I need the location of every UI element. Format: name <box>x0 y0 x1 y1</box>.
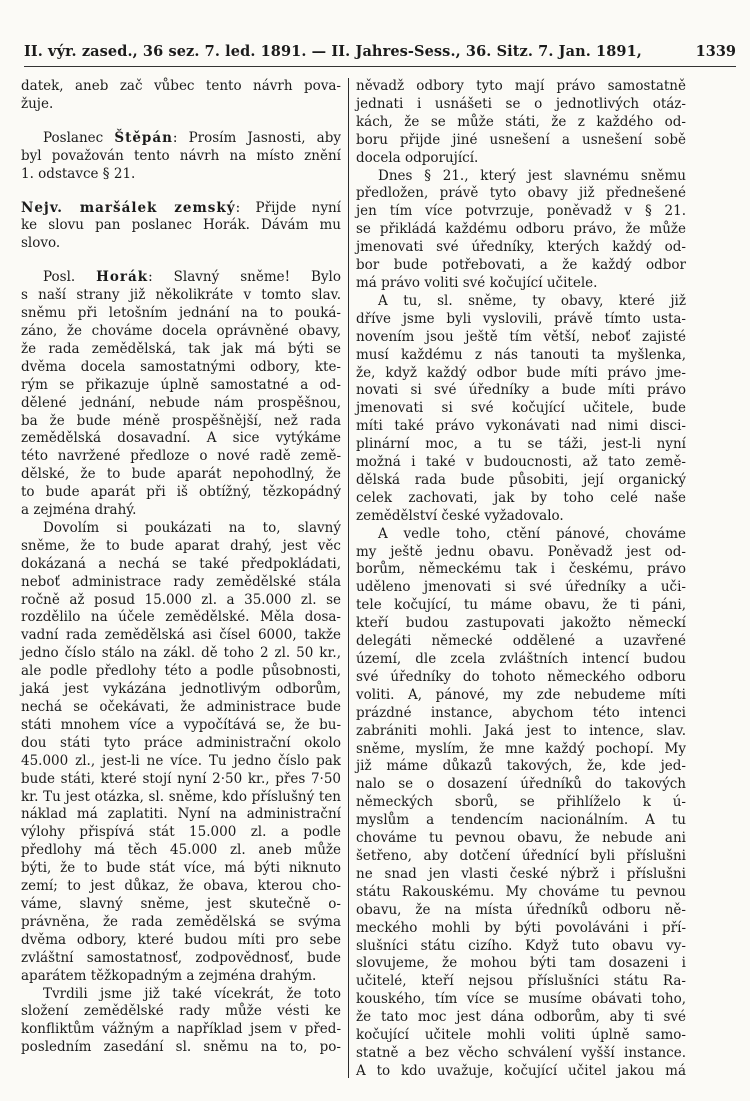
line-text: plinární moc, a tu se táži, jest-li nyní <box>356 436 686 453</box>
line-text: sněme, že to bude aparat drahý, jest věc <box>21 537 341 554</box>
line-text: kr. Tu jest otázka, sl. sněme, kdo příslušný ten <box>21 788 341 805</box>
line-text: náklad má zaplatiti. Nyní na administrační <box>21 806 341 823</box>
line-text: vadní rada zemědělská asi čísel 6000, takže <box>21 627 341 644</box>
text-line <box>356 812 686 830</box>
speaker-name: Horák <box>96 269 149 286</box>
text-line <box>21 538 341 556</box>
line-text: jmenovati si své kočující učitele, bude <box>356 400 686 417</box>
speaker-name: Štěpán <box>114 129 173 146</box>
line-text: má právo voliti své kočující učitele. <box>356 274 598 291</box>
text-line <box>356 96 686 114</box>
text-line <box>356 185 686 203</box>
line-text: uděleno jmenovati si své úředníky a uči- <box>356 579 686 596</box>
text-line <box>21 824 341 842</box>
line-text: Dnes § 21., který jest slavnému sněmu <box>378 167 686 184</box>
line-text: konfliktům vážným a například jsem v před- <box>21 1021 341 1038</box>
line-text: celek zachovati, jak by toho celé naše <box>356 489 686 506</box>
line-text: míti také právo vykonávati nad nimi disci- <box>356 418 686 435</box>
line-text: možná i také v budoucnosti, až tato země- <box>356 454 686 471</box>
line-text: nalo se o dosazení úředníků do takových <box>356 776 686 793</box>
text-line <box>21 681 341 699</box>
line-text: předlohy má těch 45.000 zl. aneb může <box>21 842 341 859</box>
line-text: delegáti německé oddělené a uzavřené <box>356 633 686 650</box>
text-line <box>21 430 341 448</box>
line-text: rým se přikazuje úplně samostatné a od- <box>21 376 341 393</box>
text-line <box>21 627 341 645</box>
text-line <box>356 454 686 472</box>
text-line <box>21 96 341 114</box>
line-text: dělené jednání, nebude nám prospěšnou, <box>21 394 341 411</box>
line-text: slovo. <box>21 235 61 252</box>
column-divider <box>348 78 349 1078</box>
line-text: boru přijde jiné usnešení a usnešení sobě <box>356 131 686 148</box>
line-text: sněmu při letošním jednání na to pouká- <box>21 305 341 322</box>
paragraph-gap <box>21 114 341 130</box>
text-line <box>356 687 686 705</box>
text-line <box>21 1039 341 1057</box>
line-text: zemí; to jest důkaz, že obava, kterou cho- <box>21 878 341 895</box>
text-line <box>356 723 686 741</box>
text-line <box>21 699 341 717</box>
line-text: něvadž odbory tyto mají právo samostatně <box>356 78 686 94</box>
line-text: že rada zemědělská, tak jak má býti se <box>21 340 341 357</box>
text-line <box>356 669 686 687</box>
text-line <box>356 150 686 168</box>
line-text: šetřeno, aby dotčení úřednící byli příslušni <box>356 847 686 864</box>
text-line <box>21 148 341 166</box>
text-line <box>356 239 686 257</box>
text-line <box>356 203 686 221</box>
text-line <box>21 932 341 950</box>
text-line <box>356 830 686 848</box>
text-line <box>21 735 341 753</box>
line-text: státu Rakouskému. My chováme tu pevnou <box>356 883 686 900</box>
line-text: složení zemědělské rady může vésti ke <box>21 1003 341 1020</box>
line-text: meckého mohli by býti povoláváni i pří- <box>356 919 686 936</box>
text-line <box>21 217 341 235</box>
text-line <box>356 955 686 973</box>
line-text: to bude aparát při iš obtížný, tězkopádný <box>21 484 341 501</box>
text-line <box>356 311 686 329</box>
line-text: jen tím více potvrzuje, poněvadž v § 21. <box>356 203 686 220</box>
line-text: dokázaná a nechá se také předpokládati, <box>21 555 341 572</box>
line-text: kouského, tím více se musíme obávati toho, <box>356 991 686 1008</box>
line-text: jmenovati své úředníky, kterých každý od- <box>356 239 686 256</box>
text-line <box>356 705 686 723</box>
line-text: váme, slavný sněme, jest skutečně o- <box>21 895 341 912</box>
line-text: statně a bez věcho schválení vyšší instance. <box>356 1044 686 1061</box>
line-text: datek, aneb zač vůbec tento návrh pova- <box>21 78 341 94</box>
line-text: jaká jest vykázána jednotlivým odborům, <box>21 681 341 698</box>
text-line <box>356 257 686 275</box>
text-line <box>356 776 686 794</box>
line-text: : Přijde nyní <box>235 199 341 216</box>
text-line <box>356 741 686 759</box>
line-text: právněna, že rada zemědělská se svýma <box>21 913 341 930</box>
line-text: jedno číslo stálo na zákl. dě toho 2 zl. 50 kr., <box>21 645 341 662</box>
line-text: A vedle toho, ctění pánové, chováme <box>378 525 686 542</box>
text-line <box>21 269 341 287</box>
line-text: docela odporující. <box>356 149 479 166</box>
text-line <box>21 235 341 253</box>
line-text: obavu, že na místa úředníků odboru ně- <box>356 901 686 918</box>
line-text: novati si své úředníky a bude míti právo <box>356 382 686 399</box>
text-line <box>21 520 341 538</box>
line-text: jednati i usnášeti se o jednotlivých otáz- <box>356 95 686 112</box>
line-text: A tu, sl. sněme, ty obavy, které již <box>378 292 686 309</box>
line-text: aparátem těžkopadným a zejména drahým. <box>21 967 317 984</box>
text-line <box>356 78 686 96</box>
line-text: s naší strany již několikráte v tomto slav. <box>21 287 341 304</box>
text-line <box>356 758 686 776</box>
line-text: nechá se očekávati, že administrace bude <box>21 699 341 715</box>
text-line <box>21 950 341 968</box>
line-text: učitelé, kteří nejsou příslušníci státu Ra- <box>356 973 686 990</box>
text-line <box>21 395 341 413</box>
text-line <box>356 526 686 544</box>
line-text: předložen, právě tyto obavy již přednešené <box>356 185 686 202</box>
line-text: my ještě jednu obavu. Poněvadž jest od- <box>356 543 686 560</box>
text-line <box>21 130 341 148</box>
line-text: německých sborů, se přihlíželo k ú- <box>356 794 686 811</box>
text-line <box>21 484 341 502</box>
line-text: kočující učitele mohli voliti úplně samo- <box>356 1027 686 1044</box>
text-line <box>356 615 686 633</box>
line-text: své úředníky do tohoto německého odboru <box>356 668 686 685</box>
line-text: ročně až posud 15.000 zl. a 35.000 zl. se <box>21 591 341 608</box>
text-line <box>356 1045 686 1063</box>
text-line <box>356 365 686 383</box>
text-line <box>21 1021 341 1039</box>
text-line <box>356 920 686 938</box>
line-text: dělské, že to bude aparát nepohodlný, že <box>21 466 341 483</box>
text-line <box>21 359 341 377</box>
line-text: žuje. <box>21 95 54 112</box>
text-line <box>356 991 686 1009</box>
line-text: slušníci státu cizího. Když tuto obavu vy- <box>356 937 686 954</box>
text-line <box>356 132 686 150</box>
text-line <box>356 1027 686 1045</box>
text-line <box>21 592 341 610</box>
line-text: kách, že se může státi, že z každého od- <box>356 113 686 130</box>
text-line <box>21 609 341 627</box>
text-line <box>21 1003 341 1021</box>
line-text: býti, že to bude stát více, má býti niknuto <box>21 860 341 877</box>
line-text: bor bude potřebovati, a že každý odbor <box>356 257 686 274</box>
text-line <box>21 574 341 592</box>
line-text: slovujeme, že mohou býti tam dosazeni i <box>356 955 686 972</box>
text-line <box>356 938 686 956</box>
line-text: A to kdo uvažuje, kočující učitel jakou má <box>356 1062 686 1079</box>
text-line <box>356 168 686 186</box>
text-line <box>356 544 686 562</box>
line-text: území, dle zcela zvláštních intencí budou <box>356 651 686 667</box>
text-line <box>356 347 686 365</box>
text-line <box>356 275 686 293</box>
text-line <box>21 341 341 359</box>
text-line <box>356 418 686 436</box>
line-text: myslům a tendencím nacionálním. A tu <box>356 812 686 829</box>
text-line <box>356 508 686 526</box>
line-text: zvláštní samostatnosť, zodpovědnosť, bude <box>21 949 341 966</box>
line-text: a zejména drahý. <box>21 502 137 519</box>
line-text: ke slovu pan poslanec Horák. Dávám mu <box>21 217 341 234</box>
line-text: chováme tu pevnou obavu, že nebude ani <box>356 830 686 847</box>
text-line <box>21 896 341 914</box>
text-line <box>21 323 341 341</box>
line-text: musí každému z nás tanouti ta myšlenka, <box>356 346 686 363</box>
line-text: Tvrdili jsme již také vícekrát, že toto <box>43 985 341 1002</box>
line-text: zemědělská dosavadní. A sice vytýkáme <box>21 430 341 447</box>
text-line <box>21 466 341 484</box>
line-text: již máme důkazů takových, že, kde jed- <box>356 758 686 775</box>
speaker-name: Nejv. maršálek zemský <box>21 199 236 216</box>
running-head: II. výr. zased., 36 sez. 7. led. 1891. — II. Jahres-Sess., 36. Sitz. 7. Jan. 1891, <box>24 43 642 60</box>
text-line <box>356 561 686 579</box>
line-text: této navržené předloze o nové radě země- <box>21 448 341 465</box>
text-line <box>356 848 686 866</box>
text-line <box>21 448 341 466</box>
text-line <box>356 329 686 347</box>
line-text: sněme, myslím, že mne každý pochopí. My <box>356 740 686 757</box>
text-line <box>356 293 686 311</box>
text-line <box>21 287 341 305</box>
line-text: novením jsou ještě tím větší, neboť zajisté <box>356 328 686 345</box>
line-text: záno, že chováme docela oprávněné obavy, <box>21 322 341 339</box>
text-line <box>356 597 686 615</box>
text-line <box>356 1063 686 1081</box>
text-line <box>356 651 686 669</box>
line-text: ale podle předlohy této a podle působnosti, <box>21 663 341 680</box>
line-text: 45.000 zl., jest-li ne více. Tu jedno číslo pak <box>21 752 341 769</box>
line-text: státi mnohem více a vypočítává se, že bu- <box>21 716 341 733</box>
text-line <box>21 860 341 878</box>
text-line <box>356 436 686 454</box>
text-line <box>21 842 341 860</box>
text-line <box>21 663 341 681</box>
text-line <box>356 472 686 490</box>
line-text: voliti. A, pánové, my zde nebudeme míti <box>356 686 686 703</box>
text-line <box>21 753 341 771</box>
line-text: výlohy přispívá stát 15.000 zl. a podle <box>21 824 341 841</box>
line-text: 1. odstavce § 21. <box>21 165 136 182</box>
text-line <box>356 114 686 132</box>
text-line <box>21 968 341 986</box>
right-column <box>356 78 686 1081</box>
line-text: prázdné instance, abychom této intenci <box>356 704 686 721</box>
text-line <box>21 806 341 824</box>
line-text: posledním zasedání sl. sněmu na to, po- <box>21 1039 341 1056</box>
page-header <box>24 36 736 67</box>
text-line <box>356 902 686 920</box>
line-text: Dovolím si poukázati na to, slavný <box>43 519 341 536</box>
text-line <box>21 556 341 574</box>
text-line <box>356 400 686 418</box>
text-line <box>21 166 341 184</box>
line-text: zemědělství české vyžadovalo. <box>356 507 564 524</box>
text-line <box>356 221 686 239</box>
line-text: : Prosím Jasnosti, aby <box>172 129 342 146</box>
text-line <box>21 305 341 323</box>
text-line <box>21 878 341 896</box>
text-line <box>356 794 686 812</box>
text-line <box>356 1009 686 1027</box>
text-line <box>21 986 341 1004</box>
left-column <box>21 78 341 1057</box>
text-line <box>356 884 686 902</box>
line-text: dou státi tyto práce administrační okolo <box>21 734 341 751</box>
text-line <box>21 771 341 789</box>
text-line <box>356 973 686 991</box>
speaker-prefix: Posl. <box>43 269 97 286</box>
text-line <box>21 413 341 431</box>
line-text: se přikládá každému odboru právo, že může <box>356 221 686 238</box>
text-line <box>21 502 341 520</box>
line-text: neboť administrace rady zemědělské stála <box>21 573 341 590</box>
text-line <box>21 789 341 807</box>
text-line <box>21 717 341 735</box>
line-text: kteří budou zastupovati jakožto německí <box>356 615 686 632</box>
line-text: dělská rada bude působiti, její organický <box>356 471 686 488</box>
line-text: že tato moc jest dána odborům, aby ti své <box>356 1009 686 1026</box>
line-text: dvěma odbory, které budou míti pro sebe <box>21 931 341 948</box>
line-text: že, když každý odbor bude míti právo jme- <box>356 364 686 381</box>
line-text: tele kočující, tu máme obavu, že ti páni, <box>356 597 686 614</box>
speaker-prefix: Poslanec <box>43 129 115 146</box>
text-line <box>21 78 341 96</box>
line-text: ne snad jen vlasti české nýbrž i příslušni <box>356 865 686 882</box>
line-text: ba že bude méně prospěšnější, než rada <box>21 412 341 429</box>
paragraph-gap <box>21 253 341 269</box>
text-line <box>356 382 686 400</box>
page-number: 1339 <box>695 43 736 60</box>
line-text: bude státi, které stojí nyní 2·50 kr., přes 7·50 <box>21 770 341 787</box>
text-line <box>21 914 341 932</box>
text-line <box>356 490 686 508</box>
line-text: rozdělilo na účele zemědělské. Měla dosa- <box>21 609 341 626</box>
paragraph-gap <box>21 184 341 200</box>
text-line <box>356 866 686 884</box>
line-text: byl považován tento návrh na místo znění <box>21 147 341 164</box>
line-text: borům, německému tak i českému, právo <box>356 561 686 578</box>
text-line <box>21 377 341 395</box>
line-text: zabrániti mohli. Jaká jest to intence, slav. <box>356 722 686 739</box>
line-text: : Slavný sněme! Bylo <box>148 269 341 286</box>
line-text: dříve jsme byli vyslovili, právě tímto usta- <box>356 310 686 327</box>
text-line <box>21 200 341 218</box>
line-text: dvěma docela samostatnými odbory, kte- <box>21 358 341 375</box>
text-line <box>356 633 686 651</box>
text-line <box>21 645 341 663</box>
text-line <box>356 579 686 597</box>
